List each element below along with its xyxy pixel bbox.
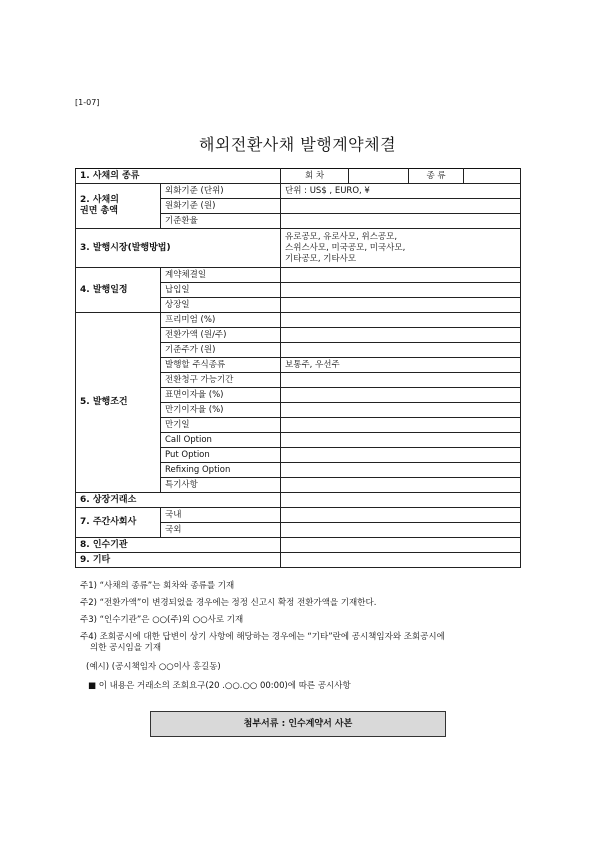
conversion-period-value[interactable] [281,373,521,388]
row-premium [76,313,521,328]
row-others [76,553,521,568]
refixing-option-value[interactable] [281,463,521,478]
row-issue-market [76,229,521,268]
exchange-label: 6. 상장거래소 [76,493,281,508]
premium-label: 프리미엄 (%) [161,313,281,328]
schedule-label: 4. 발행일정 [76,268,161,313]
kind-label: 종 류 [409,169,464,184]
call-option-value[interactable] [281,433,521,448]
issue-market-line3: 기타공모, 기타사모 [285,253,357,264]
issue-market-line2: 스위스사모, 미국공모, 미국사모, [285,242,406,253]
attachment-box: 첨부서류 : 인수계약서 사본 [150,711,446,737]
stock-type-value[interactable]: 보통주, 우선주 [281,358,521,373]
note-4-line2: 의한 공시임을 기재 [90,643,162,653]
note-4-line1: 주4) 조회공시에 대한 답변이 상기 사항에 해당하는 경우에는 “기타”란에 공시책임자와 조회공시에 [80,632,445,642]
others-value[interactable] [281,553,521,568]
put-option-label: Put Option [161,448,281,463]
row-contract-date [76,268,521,283]
foreign-currency-label: 외화기준 (단위) [161,184,281,199]
maturity-date-value[interactable] [281,418,521,433]
underwriting-institution-value[interactable] [281,538,521,553]
bond-type-label: 1. 사채의 종류 [76,169,281,184]
special-notes-label: 특기사항 [161,478,281,493]
coupon-rate-label: 표면이자율 (%) [161,388,281,403]
contract-date-label: 계약체결일 [161,268,281,283]
face-value-label-line1: 2. 사채의 [80,195,119,205]
premium-value[interactable] [281,313,521,328]
disclosure-form-table [75,168,521,568]
row-underwriter-domestic [76,508,521,523]
krw-basis-label: 원화기준 (원) [161,199,281,214]
exchange-value[interactable] [281,493,521,508]
conversion-price-label: 전환가액 (원/주) [161,328,281,343]
special-notes-value[interactable] [281,478,521,493]
issue-market-label: 3. 발행시장(발행방법) [76,229,281,268]
listing-date-label: 상장일 [161,298,281,313]
row-exchange [76,493,521,508]
note-3: 주3) “인수기관”은 ○○(주)외 ○○사로 기재 [80,615,244,625]
refixing-option-label: Refixing Option [161,463,281,478]
contract-date-value[interactable] [281,268,521,283]
series-value[interactable] [349,169,409,184]
exchange-rate-value[interactable] [281,214,521,229]
call-option-label: Call Option [161,433,281,448]
foreign-label: 국외 [161,523,281,538]
footnotes [80,581,540,692]
stock-type-label: 발행할 주식종류 [161,358,281,373]
listing-date-value[interactable] [281,298,521,313]
put-option-value[interactable] [281,448,521,463]
domestic-value[interactable] [281,508,521,523]
payment-date-label: 납입일 [161,283,281,298]
base-price-label: 기준주가 (원) [161,343,281,358]
exchange-rate-label: 기준환율 [161,214,281,229]
issue-market-line1: 유로공모, 유로사모, 위스공모, [285,231,398,242]
example-line: (예시) (공시책임자 ○○이사 홍길동) [86,662,221,672]
row-underwriting-institution [76,538,521,553]
face-value-label [76,184,161,229]
maturity-rate-value[interactable] [281,403,521,418]
base-price-value[interactable] [281,343,521,358]
maturity-date-label: 만기일 [161,418,281,433]
row-bond-type [76,169,521,184]
document-code: [1-07] [75,98,100,107]
note-1: 주1) “사채의 종류”는 회차와 종류를 기재 [80,581,235,591]
row-face-value [76,184,521,199]
issue-market-value[interactable] [281,229,521,268]
maturity-rate-label: 만기이자율 (%) [161,403,281,418]
series-label: 회 차 [281,169,349,184]
foreign-value[interactable] [281,523,521,538]
note-2: 주2) “전환가액”이 변경되었을 경우에는 정정 신고시 확정 전환가액을 기재한다. [80,598,377,608]
others-label: 9. 기타 [76,553,281,568]
domestic-label: 국내 [161,508,281,523]
currency-unit-value[interactable]: 단위 : US$ , EURO, ¥ [281,184,521,199]
lead-manager-label: 7. 주간사회사 [76,508,161,538]
disclosure-request-line: ■ 이 내용은 거래소의 조회요구(20 .○○.○○ 00:00)에 따른 공시사항 [88,681,351,691]
coupon-rate-value[interactable] [281,388,521,403]
conversion-period-label: 전환청구 가능기간 [161,373,281,388]
krw-basis-value[interactable] [281,199,521,214]
document-title: 해외전환사채 발행계약체결 [198,135,397,154]
kind-value[interactable] [464,169,521,184]
underwriting-institution-label: 8. 인수기관 [76,538,281,553]
issue-terms-label: 5. 발행조건 [76,313,161,493]
conversion-price-value[interactable] [281,328,521,343]
payment-date-value[interactable] [281,283,521,298]
face-value-label-line2: 권면 총액 [80,206,118,216]
